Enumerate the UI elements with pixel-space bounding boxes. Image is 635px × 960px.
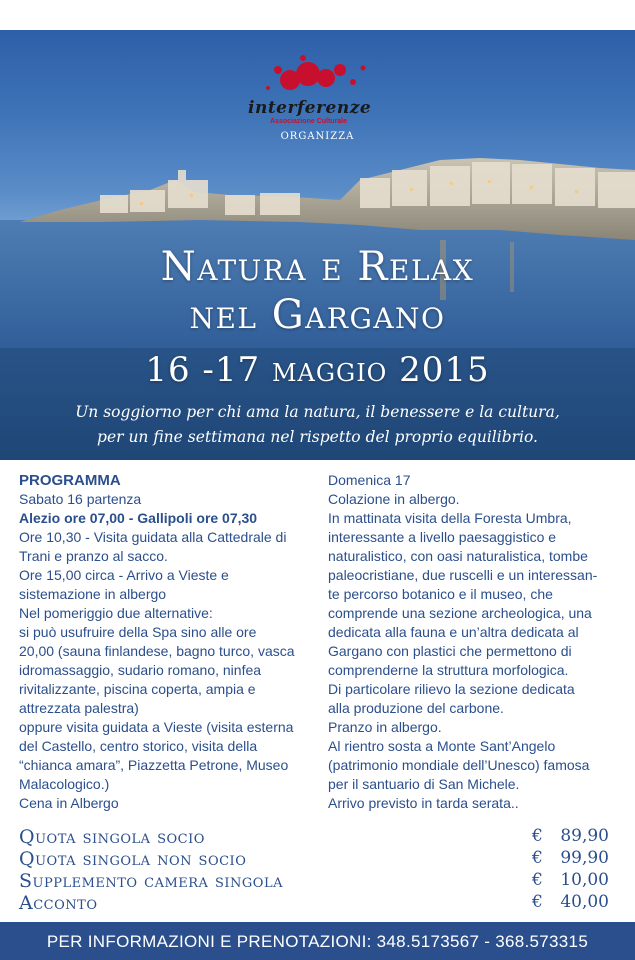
logo-subtitle: Associazione Culturale [270,118,348,125]
domenica-line: Di particolare rilievo la sezione dedicata [328,681,575,697]
domenica-line: interessante a livello paesaggistico e [328,529,557,545]
title-line-1: Natura e Relax [160,244,475,290]
contact-footer [0,922,635,960]
domenica-line: Pranzo in albergo. [328,719,442,735]
price-row-non-socio [19,848,619,870]
programma-line: 20,00 (sauna finlandese, bagno turco, vasca [19,643,295,659]
domenica-line: comprende una sezione archeologica, una [328,605,592,621]
programma-line: oppure visita guidata a Vieste (visita esterna [19,719,294,735]
interferenze-logo [248,48,388,128]
domenica-line: te percorso botanico e il museo, che [328,586,553,602]
domenica-line: paleocristiane, due ruscelli e un interessan- [328,567,598,583]
programma-line: Alezio ore 07,00 - Gallipoli ore 07,30 [19,510,258,526]
price-label: Quota singola non socio [19,848,247,870]
tagline-line-2: per un fine settimana nel rispetto del proprio equilibrio. [97,428,538,446]
logo-wordmark: interferenze [248,98,372,118]
programma-line: “chianca amara”, Piazzetta Petrone, Museo [19,757,289,773]
programma-line: del Castello, centro storico, visita della [19,738,258,754]
price-currency: € [532,848,543,868]
organizza-label: ORGANIZZA [280,131,355,142]
price-currency: € [532,870,543,890]
price-row-acconto [19,892,619,914]
price-currency: € [532,826,543,846]
programma-line: sistemazione in albergo [19,586,167,602]
price-label: Supplemento camera singola [19,870,283,892]
price-value: 99,90 [560,848,609,868]
programma-line: Sabato 16 partenza [19,491,142,507]
programma-line: Trani e pranzo al sacco. [19,548,168,564]
domenica-line: dedicata alla fauna e un’altra dedicata al [328,624,579,640]
domenica-line: Gargano con plastici che permettono di [328,643,572,659]
programma-line: Cena in Albergo [19,795,119,811]
domenica-line: Al rientro sosta a Monte Sant’Angelo [328,738,556,754]
programma-line: Ore 15,00 circa - Arrivo a Vieste e [19,567,229,583]
price-label: Acconto [19,892,98,914]
domenica-line: (patrimonio mondiale dell’Unesco) famosa [328,757,590,773]
price-value: 40,00 [560,892,609,912]
price-row-supplemento [19,870,619,892]
programma-line: Ore 10,30 - Visita guidata alla Cattedrale di [19,529,287,545]
domenica-heading: Domenica 17 [328,472,411,488]
domenica-line: In mattinata visita della Foresta Umbra, [328,510,572,526]
price-label: Quota singola socio [19,826,205,848]
programma-line: Malacologico.) [19,776,110,792]
domenica-line: alla produzione del carbone. [328,700,504,716]
domenica-column [328,471,628,813]
programma-line: idromassaggio, sudario romano, ninfea [19,662,262,678]
programma-line: attrezzata palestra) [19,700,139,716]
domenica-line: comprenderne la struttura morfologica. [328,662,569,678]
hero-banner [0,30,635,460]
contact-info: PER INFORMAZIONI E PRENOTAZIONI: 348.5173567 - 368.573315 [46,932,589,951]
price-value: 10,00 [560,870,609,890]
price-row-socio [19,826,619,848]
programma-column [19,471,319,813]
programma-line: rivitalizzante, piscina coperta, ampia e [19,681,256,697]
domenica-line: Arrivo previsto in tarda serata.. [328,795,519,811]
price-list [19,826,619,914]
domenica-line: naturalistico, con oasi naturalistica, tombe [328,548,588,564]
top-white-strip [0,0,635,30]
domenica-line: Colazione in albergo. [328,491,460,507]
price-currency: € [532,892,543,912]
programma-line: Nel pomeriggio due alternative: [19,605,213,621]
programma-heading: PROGRAMMA [19,472,121,489]
price-value: 89,90 [560,826,609,846]
event-dates: 16 -17 maggio 2015 [145,350,490,390]
domenica-line: per il santuario di San Michele. [328,776,520,792]
tagline-line-1: Un soggiorno per chi ama la natura, il benessere e la cultura, [75,403,560,421]
title-line-2: nel Gargano [189,292,446,338]
programma-line: si può usufruire della Spa sino alle ore [19,624,257,640]
